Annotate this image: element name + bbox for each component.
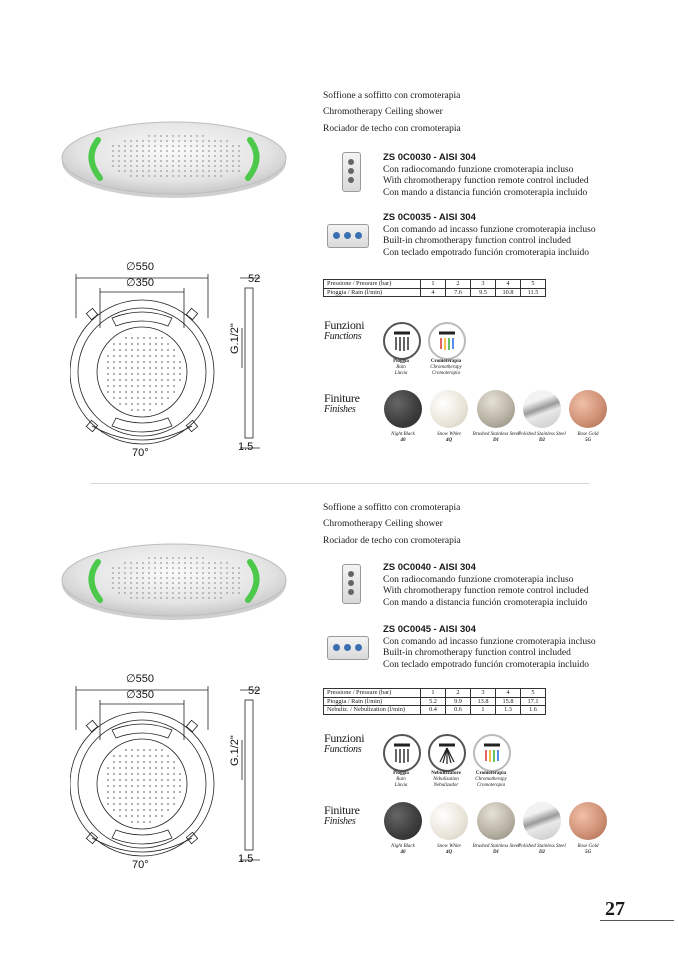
- finish-caption: Polished Stainless Steel D2: [518, 432, 566, 443]
- title-it: Soffione a soffitto con cromoterapia: [323, 503, 461, 513]
- function-caption-rain: Pioggia Rain Lluvia: [393, 359, 409, 376]
- model-desc-es: Con teclado empotrado función cromoterapia incluido: [383, 659, 590, 670]
- rain-icon: [383, 322, 421, 360]
- finish-swatch-rose-gold: [569, 802, 607, 840]
- built-in-control-image: [327, 224, 369, 248]
- finish-swatch-night-black: [384, 802, 422, 840]
- shower-head-render: [60, 540, 288, 624]
- title-en: Chromotherapy Ceiling shower: [323, 107, 443, 118]
- dim-angle: 70°: [132, 859, 149, 870]
- dim-angle: 70°: [132, 447, 149, 458]
- finish-caption: Rose Gold 5G: [577, 432, 599, 443]
- finish-caption: Night Black 40: [391, 844, 415, 855]
- product-section-2: [0, 490, 678, 920]
- model-desc-en: With chromotherapy function remote control included: [383, 176, 589, 186]
- model-material: - AISI 304: [433, 152, 476, 163]
- dim-thread: G.1/2": [229, 323, 241, 354]
- finish-swatch-polished-steel: [523, 390, 561, 428]
- model-desc-it: Con comando ad incasso funzione cromoterapia incluso: [383, 224, 596, 235]
- dim-outer: ∅550: [126, 673, 154, 685]
- title-en: Chromotherapy Ceiling shower: [323, 519, 443, 530]
- shower-head-render: [60, 118, 288, 202]
- model-material: - AISI 304: [433, 624, 476, 635]
- product-titles: [323, 500, 461, 549]
- table-row: Pressione / Pressure (bar) 1 2 3 4 5: [324, 689, 546, 698]
- finish-caption: Snow White 4Q: [437, 844, 461, 855]
- model-desc-en: Built-in chromotherapy function control included: [383, 236, 571, 246]
- built-in-control-image: [327, 636, 369, 660]
- chromotherapy-icon: [428, 322, 466, 360]
- table-row: Nebuliz. / Nebulization (l/min) 0.4 0.6 1 1.3 1.6: [324, 706, 546, 715]
- model-code: ZS 0C0030: [383, 152, 432, 163]
- finish-caption: Rose Gold 5G: [577, 844, 599, 855]
- finish-caption: Snow White 4Q: [437, 432, 461, 443]
- flow-table: [323, 688, 546, 715]
- model-zs0c0040: [383, 562, 589, 609]
- model-desc-es: Con mando a distancia función cromoterapia incluido: [383, 187, 588, 198]
- remote-control-image: [342, 152, 361, 192]
- table-row: Pressione / Pressure (bar) 1 2 3 4 5: [324, 280, 546, 289]
- dim-inner: ∅350: [126, 277, 154, 289]
- finish-caption: Brushed Stainless Steel D1: [472, 432, 520, 443]
- finish-swatch-snow-white: [430, 390, 468, 428]
- dim-thickness: 1.5: [238, 441, 254, 453]
- model-code: ZS 0C0045: [383, 624, 432, 635]
- model-desc-es: Con mando a distancia función cromoterapia incluido: [383, 597, 588, 608]
- model-material: - AISI 304: [433, 212, 476, 223]
- technical-drawing: [70, 670, 280, 870]
- model-zs0c0045: [383, 624, 596, 671]
- function-caption-chromotherapy: Cromoterapia Chromotherapy Cromoterapia: [475, 771, 507, 788]
- model-zs0c0030: [383, 152, 589, 199]
- dim-outer: ∅550: [126, 261, 154, 273]
- model-zs0c0035: [383, 212, 596, 259]
- rain-icon: [383, 734, 421, 772]
- table-row: Pioggia / Rain (l/min) 4 7.6 9.5 10.8 11.5: [324, 288, 546, 297]
- title-it: Soffione a soffitto con cromoterapia: [323, 91, 461, 101]
- table-row: Pioggia / Rain (l/min) 5.2 9.9 13.8 15.8 17.1: [324, 697, 546, 706]
- dim-thread: G.1/2": [229, 735, 241, 766]
- model-desc-it: Con radiocomando funzione cromoterapia incluso: [383, 574, 574, 585]
- page-number: 27: [605, 898, 625, 920]
- function-caption-nebulization: Nebulizzatore Nebulization Nebulizador: [431, 771, 461, 788]
- dim-depth: 52: [248, 273, 261, 285]
- nebulization-icon: [428, 734, 466, 772]
- section-divider: [90, 483, 590, 484]
- finishes-label: Finiture Finishes: [324, 803, 360, 827]
- finish-swatch-brushed-steel: [477, 802, 515, 840]
- functions-label: Funzioni Functions: [324, 731, 365, 755]
- model-desc-es: Con teclado empotrado función cromoterapia incluido: [383, 247, 590, 258]
- finish-caption: Polished Stainless Steel D2: [518, 844, 566, 855]
- finish-swatch-snow-white: [430, 802, 468, 840]
- dim-inner: ∅350: [126, 689, 154, 701]
- title-es: Rociador de techo con cromoterapia: [323, 123, 461, 134]
- model-code: ZS 0C0035: [383, 212, 432, 223]
- model-material: - AISI 304: [433, 562, 476, 573]
- dim-thickness: 1.5: [238, 853, 254, 865]
- model-desc-en: With chromotherapy function remote control included: [383, 586, 589, 596]
- flow-table: [323, 279, 546, 297]
- product-titles: [323, 88, 461, 137]
- technical-drawing: [70, 258, 280, 458]
- title-es: Rociador de techo con cromoterapia: [323, 535, 461, 546]
- model-desc-it: Con comando ad incasso funzione cromoterapia incluso: [383, 636, 596, 647]
- finish-swatch-night-black: [384, 390, 422, 428]
- functions-label: Funzioni Functions: [324, 318, 365, 342]
- finish-swatch-brushed-steel: [477, 390, 515, 428]
- finish-swatch-rose-gold: [569, 390, 607, 428]
- finish-caption: Brushed Stainless Steel D1: [472, 844, 520, 855]
- finishes-label: Finiture Finishes: [324, 391, 360, 415]
- model-code: ZS 0C0040: [383, 562, 432, 573]
- dim-depth: 52: [248, 685, 261, 697]
- remote-control-image: [342, 564, 361, 604]
- chromotherapy-icon: [473, 734, 511, 772]
- finish-caption: Night Black 40: [391, 432, 415, 443]
- finish-swatch-polished-steel: [523, 802, 561, 840]
- function-caption-rain: Pioggia Rain Lluvia: [393, 771, 409, 788]
- function-caption-chromotherapy: Cromoterapia Chromotherapy Cromoterapia: [430, 359, 462, 376]
- model-desc-it: Con radiocomando funzione cromoterapia incluso: [383, 164, 574, 175]
- page-number-rule: [600, 920, 674, 921]
- model-desc-en: Built-in chromotherapy function control included: [383, 648, 571, 658]
